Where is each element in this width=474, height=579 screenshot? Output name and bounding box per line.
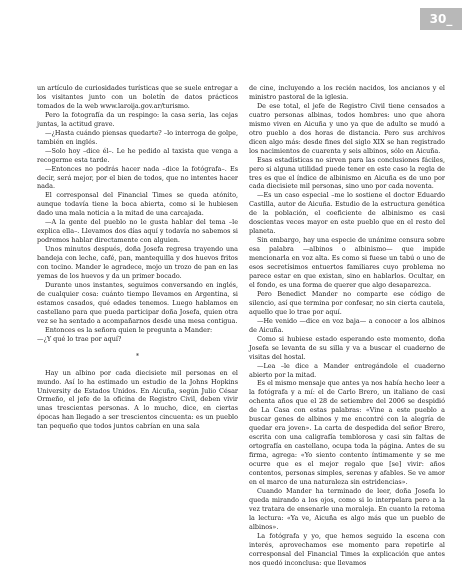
paragraph: —A la gente del pueblo no le gusta hablar del tema –le explica ella–. Llevamos dos días aquí y todavía no sabemos si podremos hablar directamente con alguien. [37, 218, 238, 245]
paragraph: Como si hubiese estado esperando este momento, doña Josefa se levanta de su silla y va a buscar el cuaderno de visitas del hostal. [249, 334, 445, 361]
paragraph: Es el mismo mensaje que antes ya nos había hecho leer a la fotógrafa y a mí: el de Carlo Brero, un italiano de casi ochenta años que el 28 de setiembre del 2006 se despidió de La Casa con estas palabras: «Vine a este pueblo a buscar genes de albinos y me encontré con la alegría de quedar era joven». La carta de despedida del señor Brero, escrita con una caligrafía temblorosa y casi sin faltas de ortografía en castellano, ocupa toda la página. Antes de su firma, agrega: «Yo siento contento íntimamente y se me ocurre que es el mejor regalo que [se] vivir: años contentos, personas simples, serenas y afables. Se ve amor en el marco de una naturaleza sin estridencias». [249, 379, 445, 486]
paragraph: Pero la fotografía da un respingo: la casa seria, las cejas juntas, la actitud grave. [37, 110, 238, 128]
paragraph: —¿Y qué lo trae por aquí? [37, 334, 122, 343]
paragraph: —He venido —dice en voz baja— a conocer a los albinos de Aicuña. [249, 316, 445, 334]
paragraph: De ese total, el jefe de Registro Civil tiene censados a cuatro personas albinas, todos hombres: uno que ahora mismo viven en Aicuña y uno ya que de adulto se mudó a otro pueblo a dos horas de distancia. Pero sus archivos dicen algo más: desde fines del siglo XIX se han registrado los nacimientos de cuarenta y seis albinos, sólo en Aicuña. [249, 101, 445, 155]
paragraph: —Lea –le dice a Mander entregándole el cuaderno abierto por la mitad. [249, 361, 445, 379]
left-text-column [37, 84, 238, 431]
paragraph: Cuando Mander ha terminado de leer, doña Josefa lo queda mirando a los ojos, como si lo interpelara pero a la vez tratara de ensenarle una moraleja. En cuanto la retoma la lectura: «Ya ve, Aicuña es algo más que un pueblo de albinos». [249, 486, 445, 531]
paragraph: Entonces es la señora quien le pregunta a Mander: [45, 325, 213, 334]
paragraph: La fotógrafa y yo, que hemos seguido la escena con interés, aprovechamos ese momento para repetirle al corresponsal del Financial Times la explicación que antes nos quedó inconclusa: que llevamos [249, 531, 445, 567]
right-text-column [249, 84, 445, 567]
paragraph: un artículo de curiosidades turísticas que se suele entregar a los visitantes junto con un boletín de datos prácticos tomados de la web www.laroija.gov.ar/turismo. [37, 84, 238, 110]
paragraph: —¿Hasta cuándo piensas quedarte? –lo interroga de golpe, también en inglés. [37, 128, 238, 146]
paragraph: de cine, incluyendo a los recién nacidos, los ancianos y el ministro pastoral de la iglesia. [249, 84, 445, 101]
paragraph: Pero Benedict Mander no comparte ese código de silencio, así que termina por confesar, no sin cierta cautela, aquello que lo trae por aquí. [249, 289, 445, 316]
paragraph: El corresponsal del Financial Times se queda atónito, aunque todavía tiene la boca abierta, como si le hubiesen dado una mala noticia a la mitad de una carcajada. [37, 191, 238, 218]
paragraph: —Entonces no podrás hacer nada –dice la fotógrafa–. Es decir, será mejor, por el bien de todos, que no intentes hacer nada. [37, 164, 238, 191]
paragraph: Durante unos instantes, seguimos conversando en inglés, de cualquier cosa: cuánto tiempo llevamos en Argentina, si estamos casados, qué edades tenemos. Luego hablamos en castellano para que pueda participar doña Josefa, quien otra vez se ha sentado a acompañarnos desde una mesa contigua. [37, 280, 238, 325]
paragraph: Sin embargo, hay una especie de unánime censura sobre esa palabra —albinos o albinismo— que impide mencionarla en voz alta. Es como si fuese un tabú o uno de esos secretísimos entuertos familiares cuyo problema no parece estar en que existan, sino en hablarlos. Ocultar, en el fondo, es una forma de querer que algo desaparezca. [249, 236, 445, 289]
paragraph: —Solo hoy –dice él–. Le he pedido al taxista que venga a recogerme esta tarde. [37, 146, 238, 164]
paragraph: Unos minutos después, doña Josefa regresa trayendo una bandeja con leche, café, pan, mantequilla y dos huevos fritos con tocino. Mander le agradece, mojo un trozo de pan en las yemas de los huevos y da un primer bocado. [37, 245, 238, 281]
paragraph: Hay un albino por cada diecisiete mil personas en el mundo. Así lo ha estimado un estudio de la Johns Hopkins University de Estados Unidos. En Aicuña, según Julio César Ormeño, el jefe de la oficina de Registro Civil, deben vivir unas trescientas personas. A lo mucho, dice, en ciertas épocas han llegado a ser trescientos cincuenta: es un pueblo tan pequeño que todos juntos cabrían en una sala [37, 368, 238, 431]
paragraph: Esas estadísticas no sirven para las conclusiones fáciles, pero si alguna utilidad puede tener en este caso la regla de tres es que el índice de albinismo en Aicuña es de uno por cada diecisiete mil personas, sino uno por cada noventa. [249, 155, 445, 191]
section-separator: * [135, 351, 140, 360]
page-number-badge: 30_ 31 [420, 8, 462, 30]
paragraph: —Es un caso especial –me lo sostiene el doctor Eduardo Castilla, autor de Aicuña. Estudio de la estructura genética de la población, el coeficiente de albinismo es casi doscientas veces mayor en este pueblo que en el resto del planeta. [249, 191, 445, 236]
